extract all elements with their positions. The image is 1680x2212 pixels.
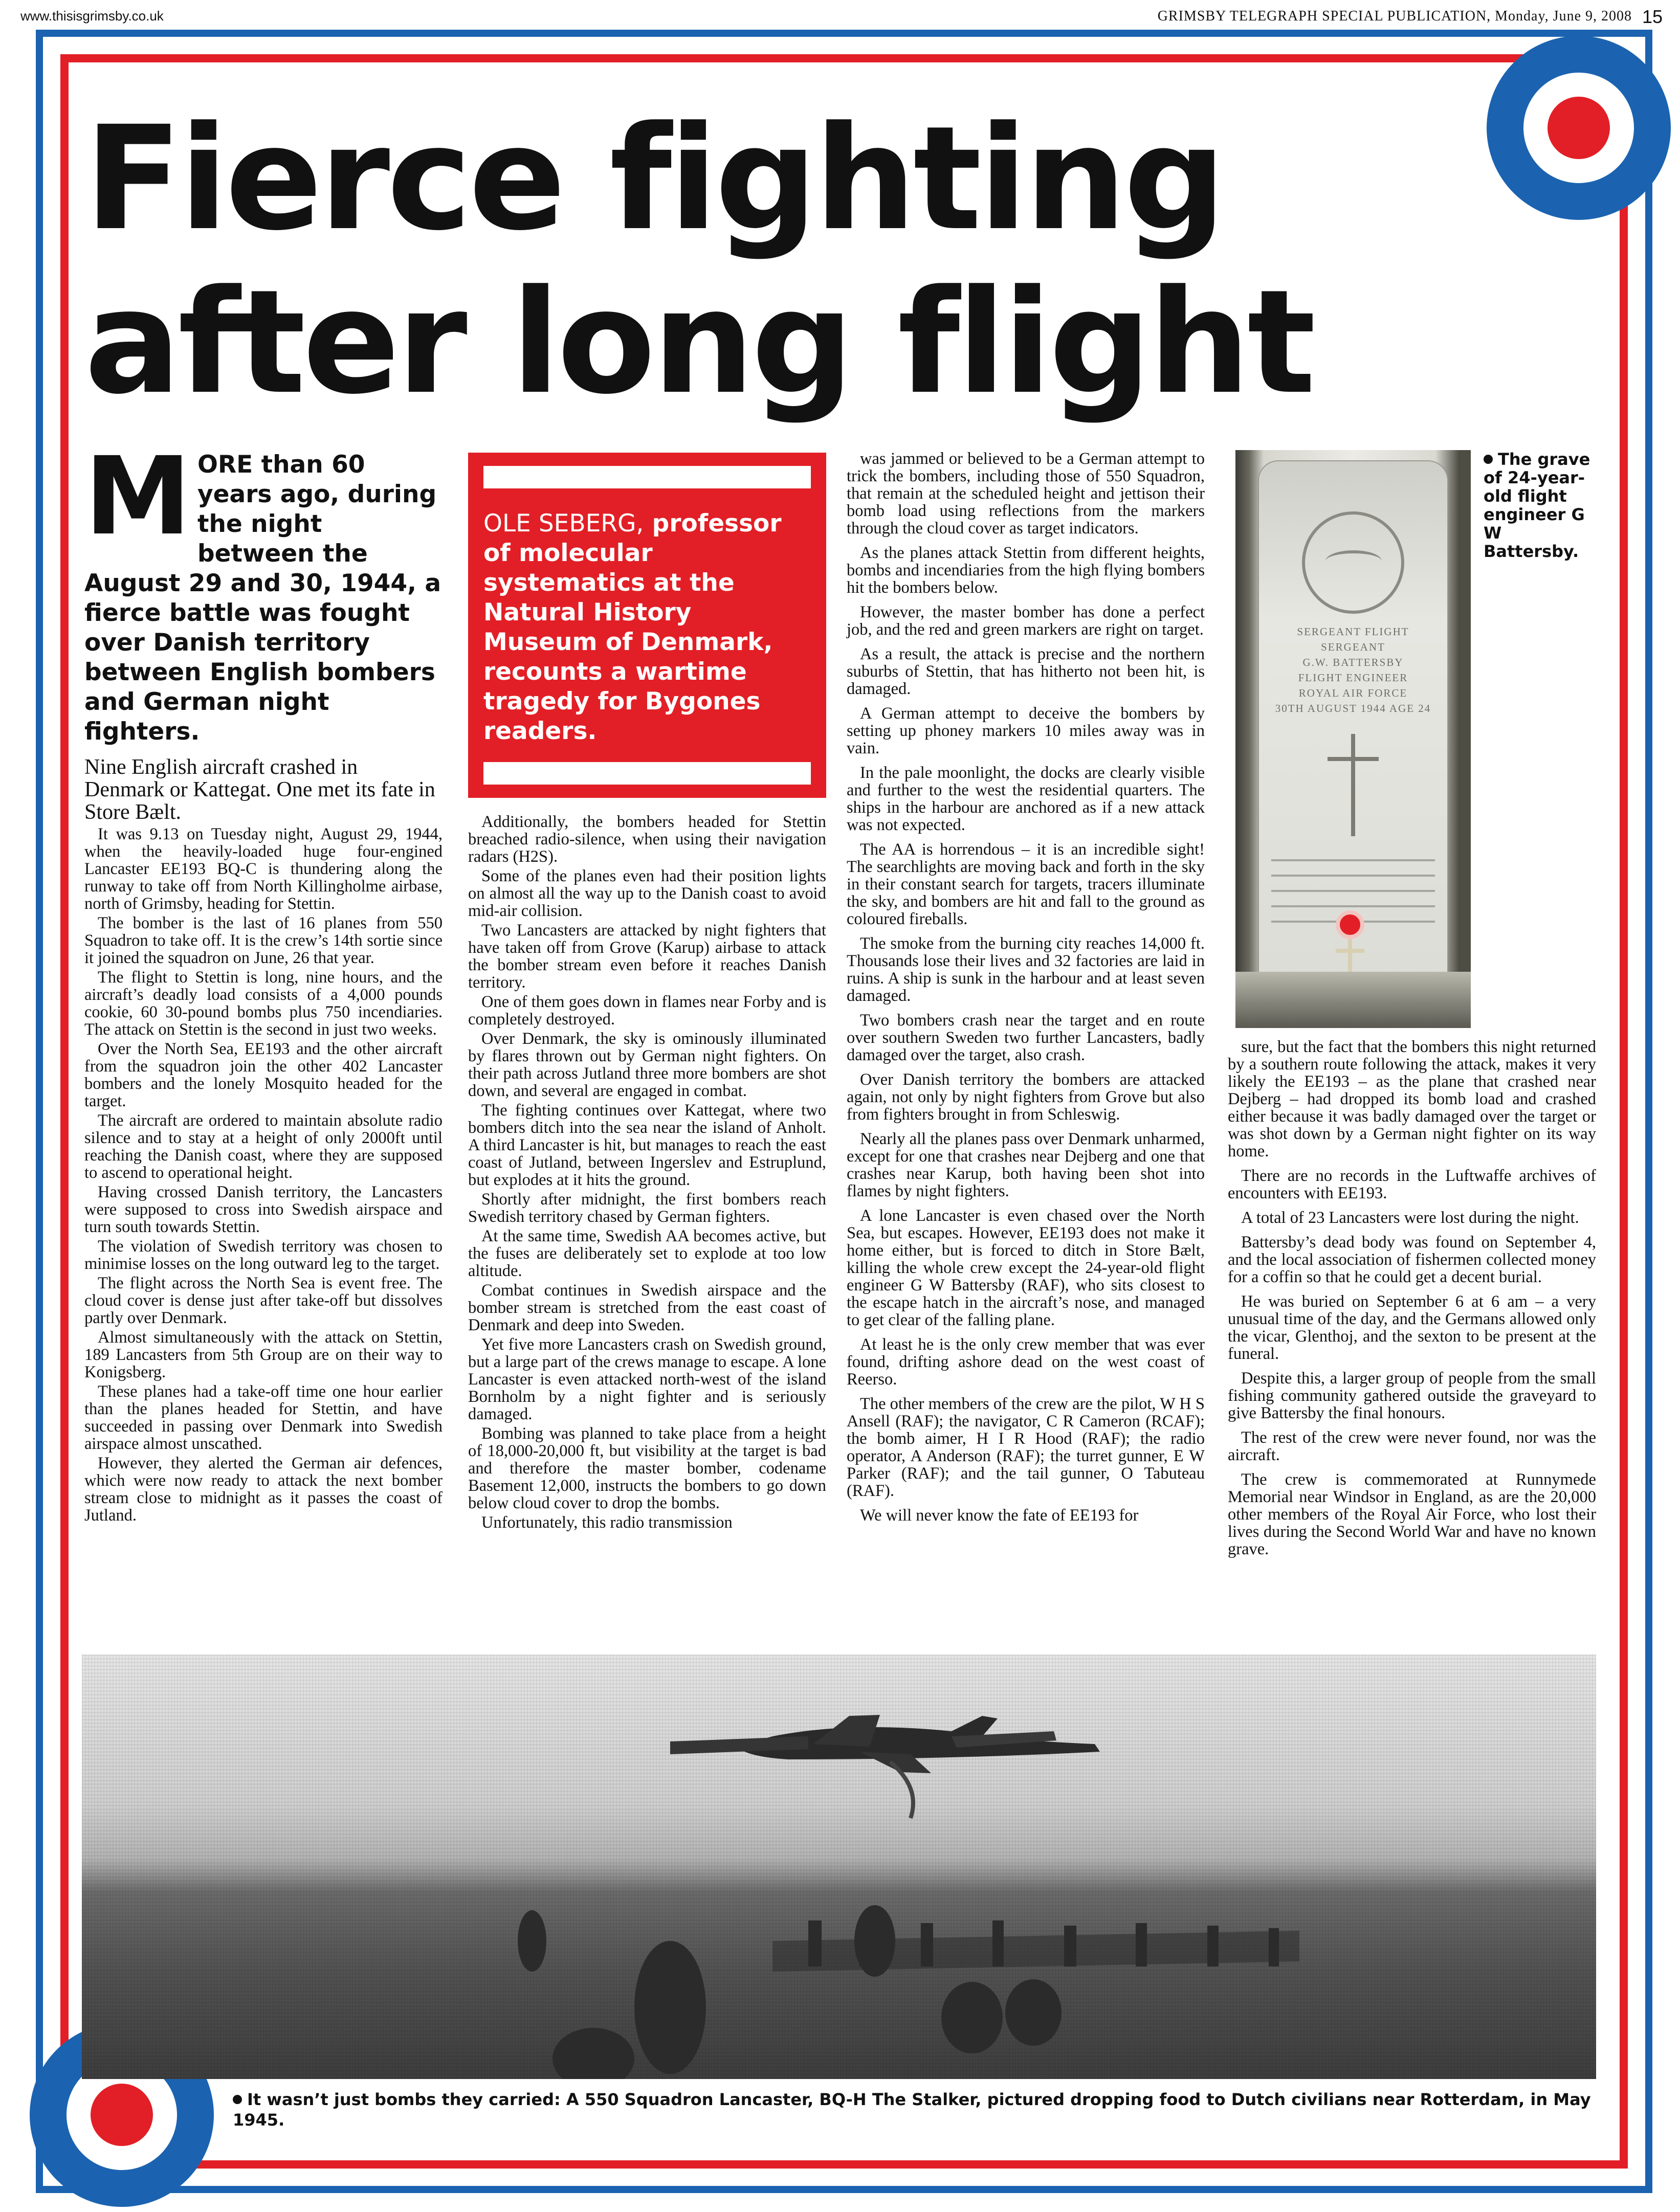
body-paragraph: As the planes attack Stettin from different heights, bombs and incendiaries from the high flying bombers hit the bombers below. bbox=[847, 544, 1205, 597]
grave-caption: The grave of 24-year-old flight engineer G W Battersby. bbox=[1484, 450, 1590, 561]
body-paragraph: A German attempt to deceive the bombers by setting up phoney markers 10 miles away was in vain. bbox=[847, 704, 1205, 757]
grave-photo bbox=[1235, 450, 1471, 1028]
body-paragraph: Having crossed Danish territory, the Lancasters were supposed to cross into Swedish airspace and turn south towards Stettin. bbox=[84, 1183, 443, 1236]
raf-badge-icon bbox=[1302, 511, 1404, 614]
body-paragraph: Despite this, a larger group of people from the small fishing community gathered outside the graveyard to give Battersby the final honours. bbox=[1228, 1369, 1596, 1422]
body-paragraph: Combat continues in Swedish airspace and the bomber stream is stretched from the east coast of Denmark and deep into Sweden. bbox=[468, 1281, 826, 1334]
drop-cap: M bbox=[84, 434, 191, 559]
bullet-icon bbox=[233, 2095, 242, 2104]
engraving-line: SERGEANT FLIGHT SERGEANT bbox=[1297, 625, 1409, 653]
headline-line-1: Fierce fighting bbox=[84, 96, 1223, 262]
body-paragraph: was jammed or believed to be a German attempt to trick the bombers, including those of 550 Squadron, that remain at the scheduled height and jettison their bomb load using reflections from the markers through the cloud cover as target indicators. bbox=[847, 450, 1205, 538]
body-paragraph: Some of the planes even had their position lights on almost all the way up to the Danish coast to avoid mid-air collision. bbox=[468, 867, 826, 920]
column-3-body bbox=[847, 450, 1205, 1524]
body-paragraph: The fighting continues over Kattegat, where two bombers ditch into the sea near the island of Anholt. A third Lancaster is hit, but manages to reach the east coast of Jutland, between Ingerslev and Estruplund, but explodes at it hits the ground. bbox=[468, 1101, 826, 1189]
body-paragraph: Two Lancasters are attacked by night fighters that have taken off from Grove (Karup) airbase to attack the bomber stream even before it reaches Danish territory. bbox=[468, 921, 826, 992]
body-paragraph: The smoke from the burning city reaches 14,000 ft. Thousands lose their lives and 32 factories are laid in ruins. A ship is sunk in the harbour and at least seven damaged. bbox=[847, 934, 1205, 1005]
author-box bbox=[468, 453, 826, 798]
column-4-body bbox=[1228, 1038, 1596, 1558]
intro-paragraph bbox=[84, 434, 443, 747]
body-paragraph: A total of 23 Lancasters were lost during the night. bbox=[1241, 1209, 1579, 1227]
body-paragraph: The crew is commemorated at Runnymede Memorial near Windsor in England, as are the 20,000 other members of the Royal Air Force, who lost their lives during the Second World War and have no known grave. bbox=[1228, 1470, 1596, 1558]
body-paragraph: He was buried on September 6 at 6 am – a very unusual time of the day, and the Germans allowed only the vicar, Glenthoj, and the sexton to be present at the funeral. bbox=[1228, 1292, 1596, 1363]
body-paragraph: The violation of Swedish territory was chosen to minimise losses on the long outward leg to the target. bbox=[84, 1237, 443, 1273]
cross-icon bbox=[1351, 734, 1355, 836]
column-2-body bbox=[468, 813, 826, 1531]
page-number: 15 bbox=[1642, 6, 1663, 27]
article-column-4 bbox=[1228, 1038, 1596, 1565]
body-paragraph: However, the master bomber has done a perfect job, and the red and green markers are right on target. bbox=[847, 603, 1205, 639]
body-paragraph: Unfortunately, this radio transmission bbox=[481, 1513, 733, 1532]
engraving-line: 30TH AUGUST 1944 AGE 24 bbox=[1275, 702, 1431, 714]
box-bar bbox=[483, 466, 811, 488]
body-paragraph: It was 9.13 on Tuesday night, August 29, 1944, when the heavily-loaded huge four-engined Lancaster EE193 BQ-C is thundering along the runway to take off from North Killingholme airbase, north of Grimsby, heading for Stettin. bbox=[84, 825, 443, 913]
standfirst: Nine English aircraft crashed in Denmark or Kattegat. One met its fate in Store Bælt. bbox=[84, 755, 435, 824]
body-paragraph: The other members of the crew are the pilot, W H S Ansell (RAF); the navigator, C R Cameron (RCAF); the bomb aimer, H I R Hood (RAF); the radio operator, A Anderson (RAF); the turret gunner, E W Parker (RAF); and the tail gunner, O Tabuteau (RAF). bbox=[847, 1395, 1205, 1500]
body-paragraph: At least he is the only crew member that was ever found, drifting ashore dead on the west coast of Reerso. bbox=[847, 1335, 1205, 1389]
body-paragraph: One of them goes down in flames near Forby and is completely destroyed. bbox=[468, 993, 826, 1029]
body-paragraph: There are no records in the Luftwaffe archives of encounters with EE193. bbox=[1228, 1167, 1596, 1202]
body-paragraph: Bombing was planned to take place from a height of 18,000-20,000 ft, but visibility at the target is bad and therefore the master bomber, codename Basement 12,000, instructs the bombers to go down below cloud cover to drop the bombs. bbox=[468, 1424, 826, 1512]
body-paragraph: Shortly after midnight, the first bombers reach Swedish territory chased by German fighters. bbox=[468, 1190, 826, 1226]
body-paragraph: Nearly all the planes pass over Denmark unharmed, except for one that crashes near Dejberg and one that crashes near Karup, both having been shot into flames by night fighters. bbox=[847, 1130, 1205, 1200]
poppy-icon bbox=[1336, 910, 1364, 939]
crowd-silhouettes bbox=[82, 1655, 1596, 2079]
body-paragraph: A lone Lancaster is even chased over the North Sea, but escapes. However, EE193 does not make it home either, but is forced to ditch in Store Bælt, killing the whole crew except the 24-year-old flight engineer G W Battersby (RAF), who sits closest to the escape hatch in the aircraft’s nose, and managed to get clear of the falling plane. bbox=[847, 1206, 1205, 1329]
raf-roundel-icon bbox=[1487, 36, 1671, 220]
body-paragraph: Yet five more Lancasters crash on Swedish ground, but a large part of the crews manage to escape. A lone Lancaster is even attacked north-west of the island Bornholm by a night fighter and is seriously damaged. bbox=[468, 1335, 826, 1423]
author-name: OLE SEBERG, bbox=[483, 509, 644, 538]
body-paragraph: These planes had a take-off time one hour earlier than the planes headed for Stettin, and have succeeded in passing over Denmark into Swedish airspace almost unscathed. bbox=[84, 1382, 443, 1453]
site-url[interactable]: www.thisisgrimsby.co.uk bbox=[20, 8, 164, 24]
page-header bbox=[20, 6, 1663, 27]
body-paragraph: sure, but the fact that the bombers this night returned by a southern route following the attack, makes it very likely the EE193 – as the plane that crashed near Dejberg – had dropped its bomb load and crashed either because it was badly damaged over the target or was shot down by a German night fighter on its way home. bbox=[1228, 1038, 1596, 1160]
body-paragraph: Additionally, the bombers headed for Stettin breached radio-silence, when using their navigation radars (H2S). bbox=[468, 813, 826, 866]
article-column-3 bbox=[847, 450, 1205, 1531]
body-paragraph: The bomber is the last of 16 planes from 550 Squadron to take off. It is the crew’s 14th sortie since it joined the squadron on June, 26 that year. bbox=[84, 914, 443, 967]
headstone-engraving bbox=[1266, 624, 1440, 716]
publication-line: GRIMSBY TELEGRAPH SPECIAL PUBLICATION, Monday, June 9, 2008 bbox=[1157, 8, 1632, 24]
body-paragraph: The aircraft are ordered to maintain absolute radio silence and to stay at a height of only 2000ft until reaching the Danish coast, where they are supposed to ascend to operational height. bbox=[84, 1111, 443, 1182]
body-paragraph: The flight across the North Sea is event free. The cloud cover is dense just after take-off but dissolves partly over Denmark. bbox=[84, 1274, 443, 1327]
body-paragraph: However, they alerted the German air defences, which were now ready to attack the next bomber stream close to midnight as it passes the coast of Jutland. bbox=[84, 1454, 443, 1525]
author-description: professor of molecular systematics at the Natural History Museum of Denmark, recounts a wartime tragedy for Bygones readers. bbox=[483, 509, 782, 745]
body-paragraph: Battersby’s dead body was found on September 4, and the local association of fishermen collected money for a coffin so that he could get a decent burial. bbox=[1228, 1233, 1596, 1286]
lancaster-photo bbox=[82, 1655, 1596, 2079]
body-paragraph: Two bombers crash near the target and en route over southern Sweden two further Lancasters, badly damaged over the target, also crash. bbox=[847, 1011, 1205, 1064]
column-1-body bbox=[84, 825, 443, 1524]
engraving-line: ROYAL AIR FORCE bbox=[1298, 687, 1408, 699]
body-paragraph: Over the North Sea, EE193 and the other aircraft from the squadron join the other 402 Lancaster bombers and the lonely Mosquito headed for the target. bbox=[84, 1040, 443, 1110]
intro-text: ORE than 60 years ago, during the night between the August 29 and 30, 1944, a fierce battle was fought over Danish territory between English bombers and German night fighters. bbox=[84, 451, 441, 746]
engraving-line: G.W. BATTERSBY bbox=[1302, 656, 1404, 668]
body-paragraph: Almost simultaneously with the attack on Stettin, 189 Lancasters from 5th Group are on their way to Konigsberg. bbox=[84, 1328, 443, 1381]
body-paragraph: The rest of the crew were never found, nor was the aircraft. bbox=[1228, 1428, 1596, 1464]
body-paragraph: In the pale moonlight, the docks are clearly visible and further to the west the residential quarters. The ships in the harbour are anchored as if a new attack was not expected. bbox=[847, 764, 1205, 834]
body-paragraph: At the same time, Swedish AA becomes active, but the fuses are deliberately set to explode at too low altitude. bbox=[468, 1227, 826, 1280]
photo-caption: It wasn’t just bombs they carried: A 550 Squadron Lancaster, BQ-H The Stalker, pictured dropping food to Dutch civilians near Rotterdam, in May 1945. bbox=[233, 2090, 1591, 2130]
body-paragraph: The AA is horrendous – it is an incredible sight! The searchlights are moving back and forth in the sky in their constant search for targets, tracers illuminate the sky, and bombers are hit and fall to the ground as coloured fireballs. bbox=[847, 840, 1205, 928]
grass bbox=[1235, 972, 1471, 1028]
article-column-2 bbox=[468, 813, 826, 1533]
body-paragraph: Over Danish territory the bombers are attacked again, not only by night fighters from Grove but also from fighters brought in from Schleswig. bbox=[847, 1070, 1205, 1124]
body-paragraph: As a result, the attack is precise and the northern suburbs of Stettin, that has hitherto not been hit, is damaged. bbox=[847, 645, 1205, 698]
body-paragraph: We will never know the fate of EE193 for bbox=[860, 1506, 1139, 1525]
engraving-line: FLIGHT ENGINEER bbox=[1298, 672, 1408, 684]
headline bbox=[84, 97, 1491, 424]
headline-line-2: after long flight bbox=[84, 259, 1313, 426]
article-column-1 bbox=[84, 434, 443, 1526]
body-paragraph: The flight to Stettin is long, nine hours, and the aircraft’s deadly load consists of a 4,000 pounds cookie, 60 30-pound bombs plus 750 incendiaries. The attack on Stettin is the second in just two weeks. bbox=[84, 968, 443, 1039]
body-paragraph: Over Denmark, the sky is ominously illuminated by flares thrown out by German night fighters. On their path across Jutland three more bombers are shot down, and several are engaged in combat. bbox=[468, 1030, 826, 1100]
box-bar bbox=[483, 762, 811, 785]
bullet-icon bbox=[1484, 455, 1493, 464]
